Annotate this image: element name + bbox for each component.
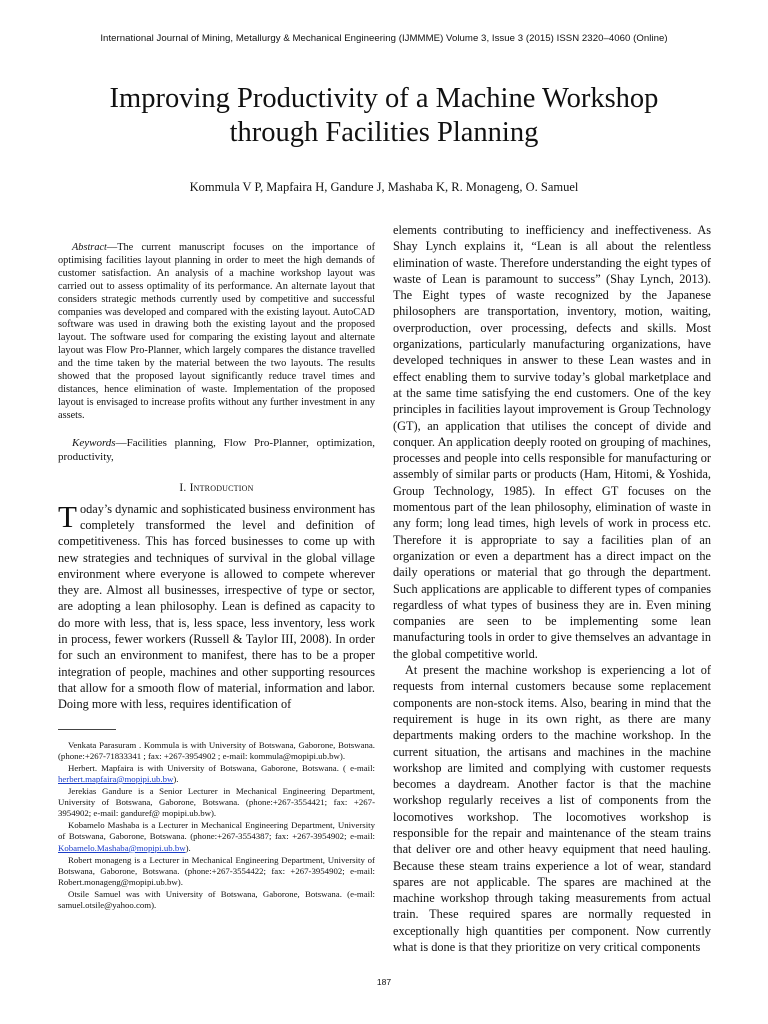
keywords-label: Keywords bbox=[72, 436, 116, 449]
footnote-samuel: Otsile Samuel was with University of Botswana, Gaborone, Botswana. (e-mail: samuel.otsile@yahoo.com). bbox=[58, 888, 375, 911]
intro-paragraph-text: oday’s dynamic and sophisticated business environment has completely transformed the level and definition of competitiveness. This has forced businesses to come up with new strategies and techniques of survival in the global village environment where everyone is allowed to compete wherever they are. Almost all businesses, irrespective of type or sector, are adopting a lean philosophy. Lean is defined as capacity to do more with less, that is, less space, less inventory, less work in process, fewer workers (Russell & Taylor III, 2008). In order for such an environment to manifest, there has to be a proper integration of people, machines and other supporting resources that allow for a smooth flow of material, information and labor. Doing more with less, requires identification of bbox=[58, 501, 376, 712]
footnote-mapfaira-text: Herbert. Mapfaira is with University of Botswana, Gaborone, Botswana. ( e-mail: bbox=[68, 762, 375, 773]
drop-cap: T bbox=[58, 498, 77, 534]
keywords-text: Facilities planning, Flow Pro-Planner, optimization, productivity, bbox=[58, 436, 375, 463]
title-line-1: Improving Productivity of a Machine Workshop bbox=[109, 83, 659, 114]
right-column bbox=[393, 222, 711, 955]
abstract-dash: — bbox=[106, 242, 118, 253]
footnote-divider bbox=[58, 729, 116, 730]
footnote-mapfaira bbox=[58, 763, 375, 786]
right-paragraph-1: elements contributing to inefficiency and ineffectiveness. As Shay Lynch explains it, “Lean is all about the relentless elimination of waste. Therefore understanding the eight types of waste of Lean is paramount to success” (Shay Lynch, 2013). The Eight types of waste recognized by the Japanese philosophers are transportation, inventory, motion, waiting, overproduction, over processing, defects and skills. Most organizations, particularly manufacturing organizations, have developed techniques in answer to these Lean wastes and in effect enabling them to survive today’s global marketplace and at the same time satisfying the end customers. One of the key principles in facilities layout improvement is Group Technology (GT), an application that utilises the concept of divide and conquer. An application deeply rooted on grouping of machines, processes and people into cells responsible for manufacturing or assembly of similar parts or products (Ham, Hitomi, & Yoshida, Group Technology, 1985). In effect GT focuses on the momentous part of the lean philosophy, elimination of waste in any form; long lead times, high levels of work in process etc. Therefore it is appropriate to say a facilities plan of an organization or even a department has a direct impact on the daily operations or material that go through the department. Such applications are applicable to different types of companies regardless of what types of business they are in. Even mining companies are seen to be implementing some lean manufacturing tools in order to give themselves an advantage in the global competitive world. bbox=[393, 223, 711, 661]
keywords-dash: — bbox=[115, 436, 127, 449]
page-number: 187 bbox=[376, 977, 392, 987]
abstract-label: Abstract bbox=[72, 242, 107, 253]
footnote-monageng: Robert monageng is a Lecturer in Mechanical Engineering Department, University of Botswana, Gaborone, Botswana. (phone:+267-3554422; fax: +267-3954902; e-mail: Robert.monageng@mopipi.ub.bw). bbox=[58, 854, 375, 888]
author-list: Kommula V P, Mapfaira H, Gandure J, Mashaba K, R. Monageng, O. Samuel bbox=[189, 180, 579, 194]
journal-header: International Journal of Mining, Metallurgy & Mechanical Engineering (IJMMME) Volume 3, Issue 3 (2015) ISSN 2320–4060 (Online) bbox=[100, 33, 668, 44]
keywords bbox=[58, 436, 375, 464]
email-link-mapfaira[interactable]: herbert.mapfaira@mopipi.ub.bw bbox=[58, 773, 174, 784]
footnote-kommula: Venkata Parasuram . Kommula is with University of Botswana, Gaborone, Botswana. (phone:+267-71833341 ; fax: +267-3954902 ; e-mail: kommula@mopipi.ub.bw). bbox=[58, 739, 375, 761]
intro-paragraph bbox=[58, 498, 376, 713]
title-line-2: through Facilities Planning bbox=[229, 117, 539, 148]
abstract-text: The current manuscript focuses on the importance of optimising facilities layout planning in order to meet the high demands of customer satisfaction. An analysis of a machine workshop layout was carried out to assess optimality of its performance. An alternate layout that considers strategic methods currently used by competitive and successful companies was developed and compared with the existing layout. AutoCAD software was used in drawing both the existing layout and the proposed layout. The software used for comparing the existing layout and alternate layout was Flow Pro-Planner, which largely compares the distance travelled and the time taken by the material between the two layouts. The results showed that the proposed layout significantly reduce travel times and distances, hence elimination of waste. Implementation of the proposed layout is envisaged to increase profits without any further investment in any assets. bbox=[58, 242, 375, 421]
right-paragraph-2: At present the machine workshop is experiencing a lot of requests from internal customers because some replacement components are non-stock items. Also, bearing in mind that the requirement is huge in its own right, as there are many departments making orders to the machine workshop. In the current situation, the artisans and machines in the machine workshop are limited and complying with customer requests becomes a daydream. Another factor is that the machine workshop regularly receives a list of components from the locomotives workshop. The locomotives workshop is responsible for the repair and maintenance of the steam trains that deliver ore and other heavy equipment that need hauling. Because these steam trains experience a lot of wear, standard spares are not applicable. The spares are machined at the machine workshop through taking measurements from actual train. These required spares are normally requested in exceptionally high quantities per component. Now currently what is done is that they prioritize on very critical components bbox=[393, 663, 711, 955]
footnote-mashaba-end: ). bbox=[185, 842, 191, 853]
section-heading-introduction: I. Introduction bbox=[179, 481, 254, 494]
left-column bbox=[58, 242, 375, 912]
footnote-mapfaira-end: ). bbox=[173, 773, 179, 784]
email-link-mashaba[interactable]: Kobamelo.Mashaba@mopipi.ub.bw bbox=[58, 842, 186, 853]
footnote-mashaba bbox=[58, 820, 375, 854]
footnote-mashaba-text: Kobamelo Mashaba is a Lecturer in Mechanical Engineering Department, University of Botswana, Gaborone, Botswana. (phone:+267-3554387; fax: +267-3954902; e-mail: bbox=[58, 820, 375, 842]
paper-title bbox=[40, 82, 728, 150]
footnote-gandure: Jerekias Gandure is a Senior Lecturer in Mechanical Engineering Department, University of Botswana, Gaborone, Botswana. (phone:+267-3554421; fax: +267-3954902; e-mail: ganduref@ mopipi.ub.bw). bbox=[58, 785, 375, 819]
abstract bbox=[58, 242, 375, 423]
